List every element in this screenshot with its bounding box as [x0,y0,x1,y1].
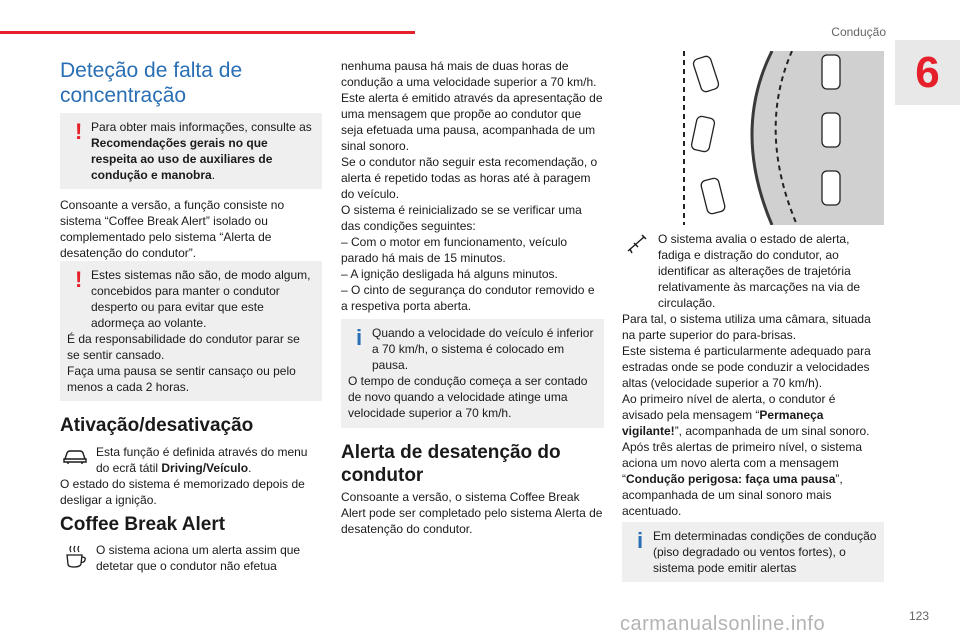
info-note-1-line-1: Quando a velocidade do veículo é inferior a 70 km/h, o sistema é colocado em pausa. [372,326,594,372]
heading-activation: Ativação/desativação [60,415,254,436]
coffee-break-details [341,58,604,314]
info-note-1 [341,319,604,428]
page-title: Deteção de falta de concentração [60,59,243,107]
intro-paragraph: Consoante a versão, a função consiste no sistema “Coffee Break Alert” isolado ou complementado pelo sistema “Alerta de desatenção do condutor”. [60,198,285,260]
detail-line-5: – Com o motor em funcionamento, veículo parado há mais de 15 minutos. [341,235,568,265]
info-note-1-line-2: O tempo de condução começa a ser contado de novo quando a velocidade atinge uma velocidade superior a 70 km/h. [348,374,588,420]
detail-line-7: – O cinto de segurança do condutor removido e a respetiva porta aberta. [341,283,595,313]
warning-note-2 [60,261,322,401]
lane-drift-illustration [622,51,884,225]
info-note-2 [622,522,884,582]
note1-text-pre: Para obter mais informações, consulte as [91,120,312,134]
roads-text: Este sistema é particularmente adequado para estradas onde se pode conduzir a velocidades altas (velocidade superior a 70 km/h). [622,344,871,390]
note1-text-bold: Recomendações gerais no que respeita ao uso de auxiliares de condução e manobra [91,136,273,182]
exclamation-warning-icon: ! [75,267,83,292]
first-alert-post: ”, acompanhada de um sinal sonoro. [674,424,870,438]
warning-note-2-line-2: É da responsabilidade do condutor parar se se sentir cansado. [67,332,300,362]
warning-note-1 [60,113,322,189]
chapter-label: 6 [915,47,940,97]
exclamation-warning-icon: ! [75,119,83,144]
chapter-number [895,40,960,105]
detail-line-2: Este alerta é emitido através da apresentação de uma mensagem que propõe ao condutor que seja efetuada uma pausa, acompanhada de um sinal sonoro. [341,91,603,153]
first-alert-message: Permaneça vigilante! [622,408,824,438]
second-alert-pre: Após três alertas de primeiro nível, o sistema aciona um novo alerta com a mensagem “ [622,440,863,486]
activation-text [60,444,315,508]
page-number: 123 [908,609,929,623]
driver-alert-intro: Consoante a versão, o sistema Coffee Break Alert pode ser completado pelo sistema Alerta de desatenção do condutor. [341,490,603,536]
detail-line-3: Se o condutor não seguir esta recomendação, o alerta é repetido todas as horas até à paragem do veículo. [341,155,598,201]
driver-alert-intro-text: O sistema avalia o estado de alerta, fadiga e distração do condutor, ao identificar as alterações de trajetória relativamente às marcações na via de circulação. [658,232,861,310]
detail-line-6: – A ignição desligada há alguns minutos. [341,267,558,281]
activation-text-pre: Esta função é definida através do menu do ecrã tátil [96,445,308,475]
coffee-text-line: O sistema aciona um alerta assim que detetar que o condutor não efetua [96,543,301,573]
activation-menu-path: Driving/Veículo [161,461,249,475]
warning-note-1-text [67,119,315,183]
warning-note-2-line-3: Faça uma pausa se sentir cansaço ou pelo menos a cada 2 horas. [67,364,296,394]
heading-driver-alert: Alerta de desatenção do condutor [341,442,561,486]
heading-coffee-break: Coffee Break Alert [60,514,226,535]
info-icon: i [356,325,363,350]
activation-line-1 [60,444,315,476]
detail-line-1: nenhuma pausa há mais de duas horas de condução a uma velocidade superior a 70 km/h. [341,59,597,89]
first-alert-pre: Ao primeiro nível de alerta, o condutor é avisado pela mensagem “ [622,392,836,422]
watermark: carmanualsonline.info [620,613,826,635]
note1-text-post: . [211,168,216,182]
first-level-alert-text [622,391,877,439]
info-icon: i [637,528,644,553]
activation-line-2: O estado do sistema é memorizado depois de desligar a ignição. [60,477,305,507]
header-accent-bar [0,31,415,34]
driver-alert-description [622,231,877,519]
section-title: Condução [831,25,886,39]
activation-text-post: . [248,461,252,475]
second-alert-message: Condução perigosa: faça uma pausa [626,472,836,486]
detail-line-4: O sistema é reinicializado se se verificar uma das condições seguintes: [341,203,582,233]
camera-text: Para tal, o sistema utiliza uma câmara, situada na parte superior do para-brisas. [622,312,871,342]
second-alert-post: ”, acompanhada de um sinal sonoro mais acentuado. [622,472,843,518]
coffee-text [60,542,315,574]
second-level-alert-text [622,439,877,519]
info-note-2-text: Em determinadas condições de condução (piso degradado ou ventos fortes), o sistema pode emitir alertas [653,529,877,575]
warning-note-2-line-1: Estes sistemas não são, de modo algum, concebidos para manter o condutor desperto ou para evitar que este adormeça ao volante. [91,268,311,330]
